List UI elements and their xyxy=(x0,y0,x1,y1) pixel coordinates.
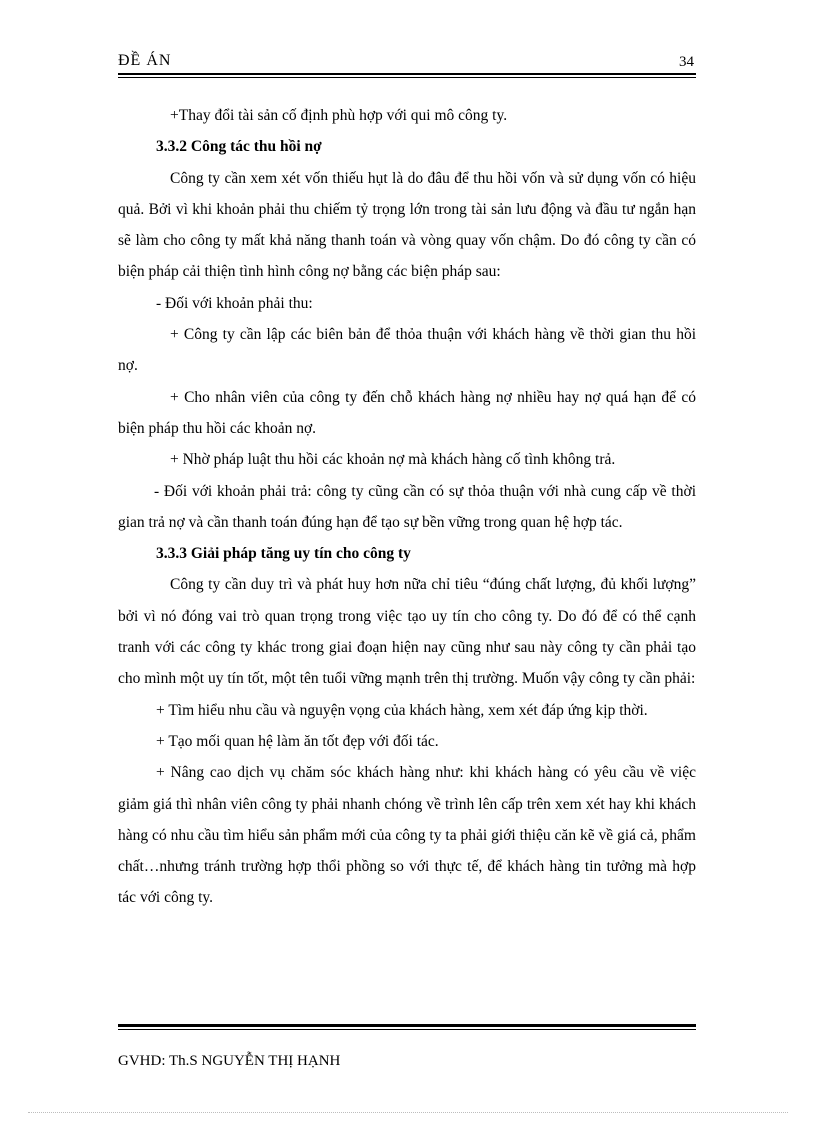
header-title: ĐỀ ÁN xyxy=(118,52,172,69)
paragraph: + Tìm hiểu nhu cầu và nguyện vọng của khách hàng, xem xét đáp ứng kịp thời. xyxy=(156,701,648,719)
paragraph: + Cho nhân viên của công ty đến chỗ khách hàng nợ nhiều hay nợ quá hạn để có biện pháp thu hồi các khoản nợ. xyxy=(118,388,696,437)
paragraph: + Công ty cần lập các biên bản để thỏa thuận với khách hàng về thời gian thu hồi nợ. xyxy=(118,326,696,375)
header-rule xyxy=(118,73,696,78)
page-bottom-border xyxy=(28,1112,788,1113)
document-body xyxy=(118,100,696,914)
section-heading: 3.3.2 Công tác thu hồi nợ xyxy=(156,138,322,156)
page-number: 34 xyxy=(679,54,694,70)
paragraph: +Thay đổi tài sản cố định phù hợp với qui mô công ty. xyxy=(170,107,508,124)
paragraph: + Nhờ pháp luật thu hồi các khoản nợ mà khách hàng cố tình không trả. xyxy=(170,451,616,469)
paragraph: - Đối với khoản phải trả: công ty cũng cần có sự thỏa thuận với nhà cung cấp về thời gian trả nợ và cần thanh toán đúng hạn để tạo sự bền vững trong quan hệ hợp tác. xyxy=(118,482,696,531)
paragraph: + Tạo mối quan hệ làm ăn tốt đẹp với đối tác. xyxy=(156,732,439,750)
paragraph: Công ty cần duy trì và phát huy hơn nữa chỉ tiêu “đúng chất lượng, đủ khối lượng” bởi vì nó đóng vai trò quan trọng trong việc tạo uy tín cho công ty. Do đó để có thể cạnh tranh với các công ty khác trong giai đoạn hiện nay cũng như sau này công ty cần phải tạo cho mình một uy tín tốt, một tên tuổi vững mạnh trên thị trường. Muốn vậy công ty cần phải: xyxy=(118,576,696,688)
paragraph: + Nâng cao dịch vụ chăm sóc khách hàng như: khi khách hàng có yêu cầu về việc giảm giá thì nhân viên công ty phải nhanh chóng về trình lên cấp trên xem xét hay khi khách hàng có nhu cầu tìm hiểu sản phẩm mới của công ty ta phải giới thiệu căn kẽ về giá cả, phẩm chất…nhưng tránh trường hợp thổi phồng so với thực tế, để khách hàng tin tưởng mà hợp tác với công ty. xyxy=(118,764,696,907)
section-heading: 3.3.3 Giải pháp tăng uy tín cho công ty xyxy=(156,545,411,563)
footer-advisor: GVHD: Th.S NGUYỄN THỊ HẠNH xyxy=(118,1053,341,1069)
footer-rule xyxy=(118,1024,696,1030)
paragraph: - Đối với khoản phải thu: xyxy=(156,294,313,312)
paragraph: Công ty cần xem xét vốn thiếu hụt là do đâu để thu hồi vốn và sử dụng vốn có hiệu quả. Bởi vì khi khoản phải thu chiếm tỷ trọng lớn trong tài sản lưu động và đầu tư ngắn hạn sẽ làm cho công ty mất khả năng thanh toán và vòng quay vốn chậm. Do đó công ty cần có biện pháp cải thiện tình hình công nợ bằng các biện pháp sau: xyxy=(118,169,696,281)
